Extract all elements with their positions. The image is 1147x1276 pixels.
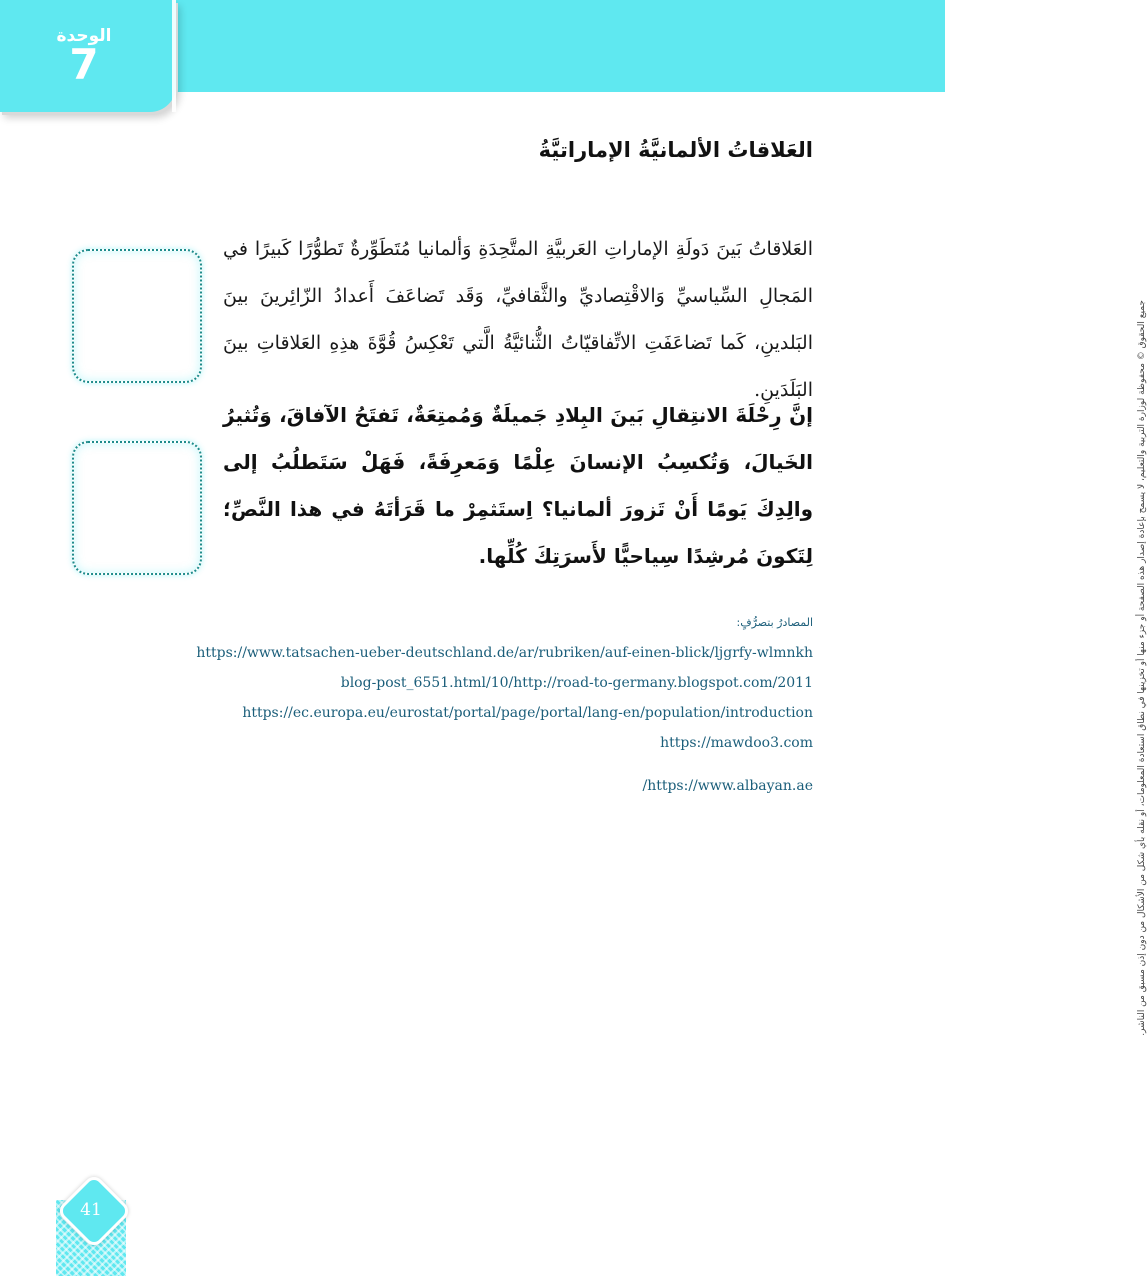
header-band (150, 0, 945, 92)
paragraph-travel: إنَّ رِحْلَةَ الانتِقالِ بَينَ البِلادِ جَميلَةٌ وَمُمتِعَةٌ، تَفتَحُ الآفاقَ، وَتُثيرُ الخَيالَ، وَتُكسِبُ الإنسانَ عِلْمًا وَمَعرِفَةً، فَهَلْ سَتَطلُبُ إلى والِدِكَ يَومًا أَنْ تَزورَ ألمانيا؟ اِستَثمِرْ ما قَرَأتَهُ في هذا النَّصِّ؛ لِتَكونَ مُرشِدًا سِياحيًّا لأَسرَتِكَ كُلِّها. (223, 403, 813, 568)
unit-label: الوحدة (56, 26, 112, 46)
source-link-2[interactable]: blog-post_6551.html/10/http://road-to-germany.blogspot.com/2011 (340, 675, 813, 691)
unit-tab (0, 0, 176, 112)
source-link-3[interactable]: https://ec.europa.eu/eurostat/portal/page/portal/lang-en/population/introduction (242, 705, 813, 721)
source-link-1[interactable]: https://www.tatsachen-ueber-deutschland.de/ar/rubriken/auf-einen-blick/ljgrfy-wlmnkh (196, 645, 813, 661)
copyright-note: جميع الحقوق © محفوظة لوزارة التربية والتعليم، لا يسمح بإعادة إصدار هذه الصفحة أو جزء منها أو تخزينها في نطاق استعادة المعلومات، أو نقله بأي شكل من الأشكال من دون إذن مسبق من الناشر. (1137, 300, 1147, 1036)
page-badge (56, 1180, 126, 1276)
page-number: 41 (80, 1200, 102, 1220)
sources-title: المصادرُ بتصرُّفٍ: (736, 616, 813, 629)
source-link-4[interactable]: https://mawdoo3.com (660, 735, 813, 751)
source-link-5[interactable]: /https://www.albayan.ae (642, 778, 813, 794)
page-title: العَلاقاتُ الألمانيَّةُ الإماراتيَّةُ (538, 138, 813, 162)
paragraph-relations: العَلاقاتُ بَينَ دَولَةِ الإماراتِ العَربيَّةِ المتَّحِدَةِ وَألمانيا مُتَطَوِّرةٌ تَطوُّرًا كَبيرًا في المَجالِ السِّياسيِّ وَالاقْتِصاديِّ والثَّقافيِّ، وَقَد تَضاعَفَ أَعدادُ الزّائِرينَ بينَ البَلدينِ، كَما تَضاعَفَتِ الاتِّفاقيّاتُ الثُّنائيَّةُ الَّتي تَعْكِسُ قُوَّةَ هذِهِ العَلاقاتِ بينَ البَلَدَينِ. (223, 238, 813, 401)
note-box-2[interactable] (72, 441, 202, 575)
unit-number: 7 (69, 40, 99, 89)
note-box-1[interactable] (72, 249, 202, 383)
